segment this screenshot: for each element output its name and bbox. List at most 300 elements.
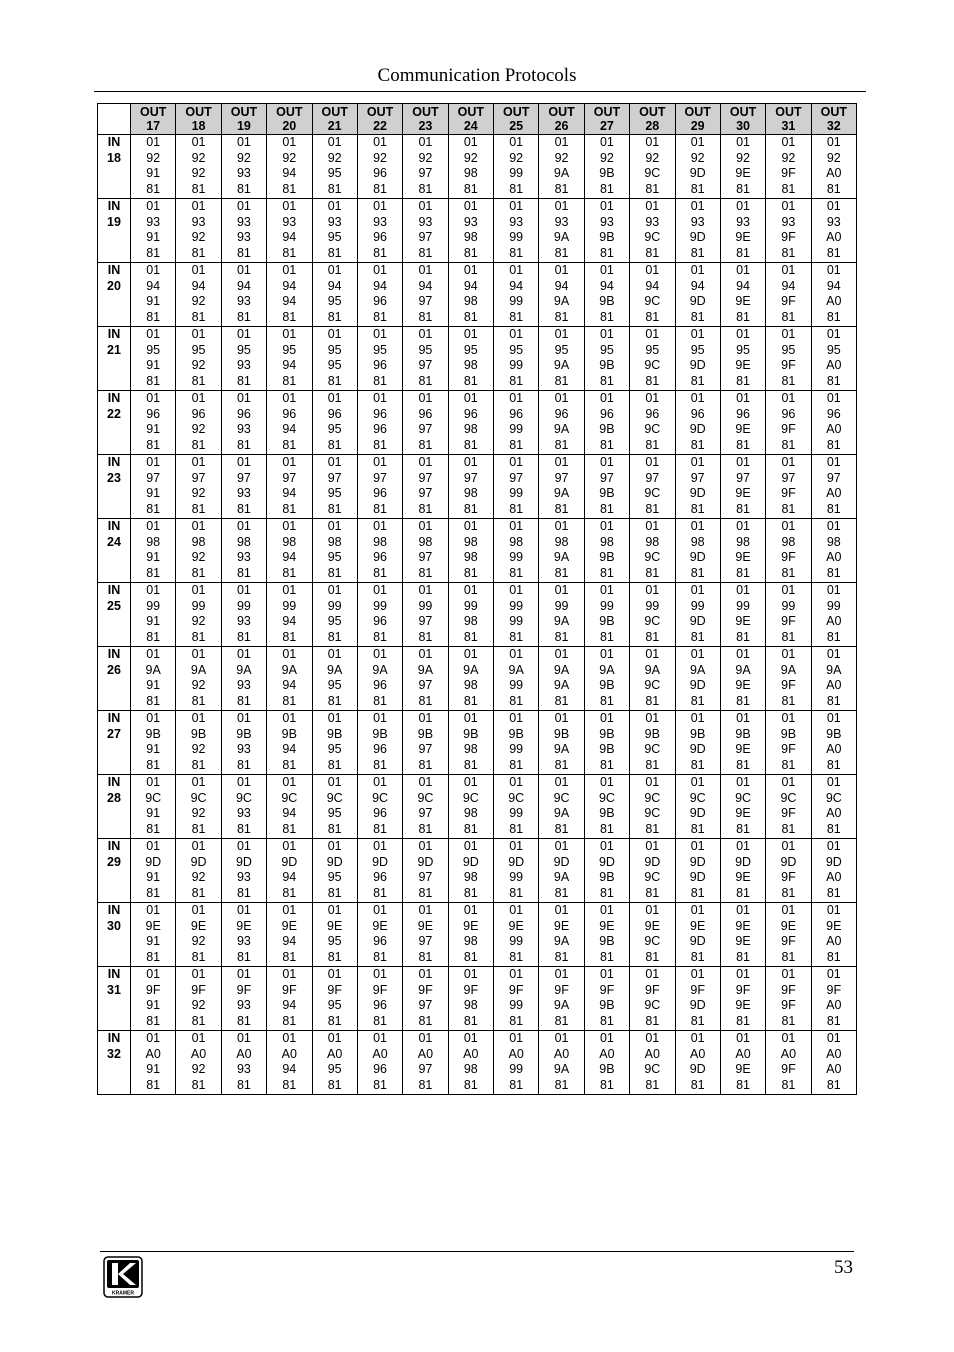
cell-byte-4: 81	[554, 566, 569, 581]
table-cell	[675, 775, 720, 839]
table-cell	[539, 455, 584, 519]
table-cell	[494, 839, 539, 903]
cell-byte-1: 01	[690, 775, 705, 789]
cell-byte-3: 91	[146, 806, 161, 821]
cell-byte-3: 98	[463, 166, 478, 181]
cell-byte-2: 92	[599, 150, 614, 165]
cell-byte-4: 81	[191, 502, 206, 517]
cell-byte-1: 01	[282, 839, 297, 853]
table-cell	[539, 391, 584, 455]
cell-byte-1: 01	[146, 711, 161, 725]
cell-byte-2: 97	[373, 470, 388, 485]
table-cell	[675, 839, 720, 903]
table-cell	[630, 967, 675, 1031]
cell-byte-3: 9F	[781, 550, 796, 565]
cell-byte-3: A0	[826, 614, 842, 629]
cell-byte-1: 01	[418, 327, 433, 341]
cell-byte-4: 81	[509, 310, 524, 325]
table-cell	[312, 519, 357, 583]
cell-byte-4: 81	[736, 630, 751, 645]
cell-byte-1: 01	[327, 903, 342, 917]
cell-byte-3: 9D	[689, 678, 706, 693]
cell-byte-3: 98	[463, 742, 478, 757]
cell-byte-3: 97	[418, 294, 433, 309]
cell-byte-3: 94	[282, 678, 297, 693]
table-cell	[403, 199, 448, 263]
cell-byte-4: 81	[373, 694, 388, 709]
cell-byte-3: A0	[826, 870, 842, 885]
cell-byte-3: 99	[509, 422, 524, 437]
cell-byte-1: 01	[781, 519, 796, 533]
table-cell	[131, 199, 176, 263]
cell-byte-4: 81	[282, 694, 297, 709]
cell-byte-1: 01	[509, 967, 524, 981]
row-header-label: IN	[107, 263, 121, 277]
table-cell	[176, 519, 221, 583]
cell-byte-3: 93	[236, 870, 251, 885]
cell-byte-4: 81	[554, 310, 569, 325]
table-cell	[766, 903, 811, 967]
cell-byte-2: 99	[236, 598, 251, 613]
cell-byte-1: 01	[373, 455, 388, 469]
table-cell	[131, 711, 176, 775]
table-cell	[584, 519, 629, 583]
cell-byte-1: 01	[509, 711, 524, 725]
row-header-number: 30	[107, 918, 121, 933]
table-cell	[539, 199, 584, 263]
table-cell	[584, 1031, 629, 1095]
cell-byte-2: 9A	[553, 662, 570, 677]
cell-byte-4: 81	[418, 246, 433, 261]
cell-byte-3: 9F	[781, 230, 796, 245]
table-cell	[584, 135, 629, 199]
cell-byte-3: 9E	[735, 230, 751, 245]
cell-byte-3: 92	[191, 230, 206, 245]
cell-byte-3: 92	[191, 998, 206, 1013]
cell-byte-4: 81	[327, 630, 342, 645]
cell-byte-4: 81	[282, 1078, 297, 1093]
cell-byte-2: 9F	[463, 982, 479, 997]
cell-byte-3: 9B	[599, 358, 615, 373]
cell-byte-4: 81	[645, 1014, 660, 1029]
cell-byte-4: 81	[418, 310, 433, 325]
cell-byte-1: 01	[554, 135, 569, 149]
cell-byte-1: 01	[826, 391, 841, 405]
footer-rule	[100, 1251, 854, 1252]
cell-byte-4: 81	[327, 566, 342, 581]
cell-byte-4: 81	[463, 502, 478, 517]
cell-byte-1: 01	[599, 135, 614, 149]
cell-byte-1: 01	[282, 1031, 297, 1045]
table-cell	[176, 775, 221, 839]
cell-byte-2: 9E	[145, 918, 161, 933]
cell-byte-3: A0	[826, 486, 842, 501]
table-cell	[312, 711, 357, 775]
table-cell	[131, 967, 176, 1031]
cell-byte-1: 01	[463, 775, 478, 789]
table-cell	[267, 903, 312, 967]
cell-byte-4: 81	[282, 950, 297, 965]
cell-byte-2: 94	[236, 278, 251, 293]
cell-byte-3: 9C	[644, 614, 661, 629]
cell-byte-4: 81	[418, 438, 433, 453]
cell-byte-2: 96	[463, 406, 478, 421]
cell-byte-2: 9D	[553, 854, 570, 869]
cell-byte-1: 01	[373, 647, 388, 661]
cell-byte-3: 93	[236, 550, 251, 565]
cell-byte-1: 01	[418, 903, 433, 917]
row-header-label: IN	[107, 455, 121, 469]
row-header	[98, 263, 131, 327]
cell-byte-3: 92	[191, 166, 206, 181]
table-cell	[357, 775, 402, 839]
cell-byte-2: 96	[327, 406, 342, 421]
cell-byte-1: 01	[554, 583, 569, 597]
cell-byte-3: 9D	[689, 998, 706, 1013]
table-cell	[131, 775, 176, 839]
table-cell	[539, 263, 584, 327]
cell-byte-2: A0	[463, 1046, 479, 1061]
row-header-number: 29	[107, 854, 121, 869]
table-cell	[584, 327, 629, 391]
table-cell	[720, 455, 765, 519]
cell-byte-3: 9A	[553, 486, 570, 501]
cell-byte-2: 9E	[281, 918, 297, 933]
cell-byte-4: 81	[509, 1014, 524, 1029]
table-cell	[131, 135, 176, 199]
cell-byte-3: 9A	[553, 678, 570, 693]
cell-byte-4: 81	[146, 1078, 161, 1093]
column-header	[720, 104, 765, 135]
cell-byte-4: 81	[282, 182, 297, 197]
cell-byte-2: 95	[282, 342, 297, 357]
table-cell	[675, 391, 720, 455]
cell-byte-1: 01	[373, 839, 388, 853]
table-cell	[675, 647, 720, 711]
cell-byte-3: 94	[282, 614, 297, 629]
cell-byte-2: 9C	[235, 790, 252, 805]
cell-byte-4: 81	[736, 758, 751, 773]
cell-byte-3: 9D	[689, 934, 706, 949]
table-row	[98, 455, 857, 519]
cell-byte-4: 81	[282, 1014, 297, 1029]
cell-byte-2: A0	[372, 1046, 388, 1061]
cell-byte-2: 96	[418, 406, 433, 421]
cell-byte-2: 92	[554, 150, 569, 165]
cell-byte-2: 92	[781, 150, 796, 165]
table-cell	[403, 967, 448, 1031]
cell-byte-4: 81	[327, 246, 342, 261]
cell-byte-1: 01	[236, 839, 251, 853]
cell-byte-2: 99	[826, 598, 841, 613]
cell-byte-1: 01	[236, 391, 251, 405]
cell-byte-3: 95	[327, 422, 342, 437]
cell-byte-1: 01	[463, 583, 478, 597]
cell-byte-2: 99	[463, 598, 478, 613]
cell-byte-4: 81	[781, 630, 796, 645]
cell-byte-2: 9A	[145, 662, 161, 677]
cell-byte-2: 97	[282, 470, 297, 485]
cell-byte-2: 94	[509, 278, 524, 293]
cell-byte-1: 01	[418, 391, 433, 405]
cell-byte-1: 01	[736, 519, 751, 533]
cell-byte-4: 81	[191, 1014, 206, 1029]
column-header-label: OUT	[185, 104, 212, 119]
cell-byte-2: 92	[373, 150, 388, 165]
cell-byte-1: 01	[282, 391, 297, 405]
cell-byte-2: 99	[327, 598, 342, 613]
cell-byte-4: 81	[736, 246, 751, 261]
cell-byte-2: 9E	[553, 918, 570, 933]
table-cell	[720, 327, 765, 391]
table-cell	[131, 583, 176, 647]
cell-byte-2: 9F	[735, 982, 751, 997]
cell-byte-3: 94	[282, 294, 297, 309]
cell-byte-2: A0	[644, 1046, 660, 1061]
cell-byte-4: 81	[463, 1078, 478, 1093]
cell-byte-2: 9E	[780, 918, 797, 933]
table-cell	[811, 455, 856, 519]
cell-byte-1: 01	[463, 327, 478, 341]
logo-text: KRAMER	[112, 1290, 134, 1297]
cell-byte-1: 01	[282, 647, 297, 661]
cell-byte-2: 9B	[780, 726, 797, 741]
cell-byte-2: 96	[282, 406, 297, 421]
cell-byte-1: 01	[146, 775, 161, 789]
table-cell	[811, 967, 856, 1031]
table-cell	[221, 903, 266, 967]
table-cell	[176, 199, 221, 263]
cell-byte-4: 81	[236, 246, 251, 261]
table-cell	[448, 967, 493, 1031]
cell-byte-3: 96	[373, 742, 388, 757]
cell-byte-3: 95	[327, 358, 342, 373]
table-cell	[539, 135, 584, 199]
cell-byte-2: 94	[826, 278, 841, 293]
cell-byte-1: 01	[327, 135, 342, 149]
cell-byte-2: 93	[463, 214, 478, 229]
cell-byte-3: 94	[282, 742, 297, 757]
cell-byte-4: 81	[599, 1014, 614, 1029]
cell-byte-1: 01	[463, 519, 478, 533]
cell-byte-4: 81	[826, 374, 841, 389]
table-header-row	[98, 104, 857, 135]
cell-byte-3: 9F	[781, 358, 796, 373]
table-cell	[267, 391, 312, 455]
cell-byte-4: 81	[509, 950, 524, 965]
cell-byte-1: 01	[781, 135, 796, 149]
cell-byte-1: 01	[599, 647, 614, 661]
cell-byte-4: 81	[191, 246, 206, 261]
cell-byte-4: 81	[781, 950, 796, 965]
cell-byte-4: 81	[554, 246, 569, 261]
cell-byte-3: 9B	[599, 998, 615, 1013]
cell-byte-2: 9B	[599, 726, 615, 741]
cell-byte-2: 9D	[598, 854, 615, 869]
cell-byte-3: 9C	[644, 550, 661, 565]
cell-byte-1: 01	[373, 903, 388, 917]
cell-byte-3: 93	[236, 934, 251, 949]
cell-byte-4: 81	[282, 758, 297, 773]
cell-byte-2: 97	[645, 470, 660, 485]
table-cell	[267, 967, 312, 1031]
cell-byte-2: 9D	[644, 854, 661, 869]
cell-byte-2: 9F	[145, 982, 161, 997]
cell-byte-4: 81	[236, 630, 251, 645]
cell-byte-4: 81	[418, 630, 433, 645]
cell-byte-4: 81	[191, 566, 206, 581]
cell-byte-4: 81	[781, 566, 796, 581]
cell-byte-4: 81	[327, 694, 342, 709]
cell-byte-3: 97	[418, 230, 433, 245]
cell-byte-2: 94	[736, 278, 751, 293]
cell-byte-4: 81	[509, 1078, 524, 1093]
cell-byte-1: 01	[599, 775, 614, 789]
cell-byte-1: 01	[146, 391, 161, 405]
table-cell	[176, 583, 221, 647]
table-cell	[766, 775, 811, 839]
table-cell	[448, 135, 493, 199]
cell-byte-1: 01	[690, 967, 705, 981]
column-header	[176, 104, 221, 135]
cell-byte-3: 91	[146, 230, 161, 245]
table-cell	[539, 711, 584, 775]
row-header-number: 23	[107, 470, 121, 485]
cell-byte-2: 9E	[508, 918, 524, 933]
cell-byte-4: 81	[554, 758, 569, 773]
cell-byte-2: 93	[327, 214, 342, 229]
cell-byte-3: A0	[826, 422, 842, 437]
cell-byte-2: A0	[327, 1046, 343, 1061]
cell-byte-3: 92	[191, 870, 206, 885]
cell-byte-3: 97	[418, 614, 433, 629]
cell-byte-1: 01	[554, 263, 569, 277]
table-cell	[720, 263, 765, 327]
cell-byte-3: 98	[463, 422, 478, 437]
column-header	[494, 104, 539, 135]
cell-byte-4: 81	[554, 694, 569, 709]
cell-byte-4: 81	[599, 182, 614, 197]
cell-byte-3: 9A	[553, 614, 570, 629]
cell-byte-4: 81	[645, 822, 660, 837]
column-header-number: 23	[418, 119, 433, 133]
cell-byte-1: 01	[282, 199, 297, 213]
table-cell	[720, 135, 765, 199]
cell-byte-3: 9D	[689, 294, 706, 309]
cell-byte-2: 9F	[826, 982, 842, 997]
cell-byte-3: 98	[463, 358, 478, 373]
cell-byte-4: 81	[146, 246, 161, 261]
cell-byte-1: 01	[146, 903, 161, 917]
cell-byte-4: 81	[191, 1078, 206, 1093]
table-cell	[494, 967, 539, 1031]
cell-byte-2: 93	[191, 214, 206, 229]
cell-byte-2: 92	[509, 150, 524, 165]
cell-byte-3: 95	[327, 230, 342, 245]
cell-byte-3: 9F	[781, 486, 796, 501]
cell-byte-4: 81	[554, 886, 569, 901]
cell-byte-1: 01	[418, 711, 433, 725]
table-cell	[267, 135, 312, 199]
cell-byte-2: 9C	[508, 790, 525, 805]
cell-byte-4: 81	[373, 1014, 388, 1029]
cell-byte-2: 9C	[190, 790, 207, 805]
table-cell	[811, 647, 856, 711]
cell-byte-4: 81	[599, 566, 614, 581]
table-cell	[221, 583, 266, 647]
table-cell	[539, 327, 584, 391]
cell-byte-2: 98	[236, 534, 251, 549]
cell-byte-1: 01	[373, 391, 388, 405]
cell-byte-4: 81	[146, 886, 161, 901]
column-header-label: OUT	[775, 104, 802, 119]
table-cell	[221, 1031, 266, 1095]
cell-byte-3: 9F	[781, 678, 796, 693]
cell-byte-2: 96	[826, 406, 841, 421]
cell-byte-3: 9B	[599, 550, 615, 565]
cell-byte-2: 97	[418, 470, 433, 485]
table-cell	[131, 391, 176, 455]
cell-byte-2: 9E	[372, 918, 388, 933]
table-cell	[675, 199, 720, 263]
cell-byte-4: 81	[826, 310, 841, 325]
table-cell	[357, 391, 402, 455]
cell-byte-4: 81	[418, 1078, 433, 1093]
cell-byte-3: 95	[327, 806, 342, 821]
cell-byte-2: 96	[599, 406, 614, 421]
table-cell	[494, 1031, 539, 1095]
table-row	[98, 1031, 857, 1095]
table-row	[98, 839, 857, 903]
cell-byte-1: 01	[146, 519, 161, 533]
row-header-number: 25	[107, 598, 121, 613]
cell-byte-4: 81	[599, 374, 614, 389]
cell-byte-4: 81	[690, 310, 705, 325]
cell-byte-4: 81	[599, 438, 614, 453]
cell-byte-2: 95	[645, 342, 660, 357]
cell-byte-2: 98	[418, 534, 433, 549]
cell-byte-1: 01	[645, 711, 660, 725]
cell-byte-1: 01	[599, 583, 614, 597]
cell-byte-2: 99	[645, 598, 660, 613]
cell-byte-4: 81	[781, 1014, 796, 1029]
cell-byte-3: 9F	[781, 870, 796, 885]
column-header-number: 29	[690, 119, 705, 133]
table-cell	[766, 967, 811, 1031]
cell-byte-2: 95	[781, 342, 796, 357]
column-header	[221, 104, 266, 135]
cell-byte-4: 81	[509, 566, 524, 581]
cell-byte-3: 95	[327, 678, 342, 693]
cell-byte-4: 81	[781, 758, 796, 773]
cell-byte-4: 81	[599, 950, 614, 965]
table-cell	[403, 327, 448, 391]
kramer-logo-icon	[103, 1256, 143, 1298]
table-cell	[131, 903, 176, 967]
cell-byte-4: 81	[373, 502, 388, 517]
table-cell	[357, 519, 402, 583]
cell-byte-4: 81	[599, 822, 614, 837]
cell-byte-4: 81	[690, 1014, 705, 1029]
cell-byte-2: 9A	[599, 662, 615, 677]
cell-byte-3: 95	[327, 486, 342, 501]
cell-byte-3: 9E	[735, 486, 751, 501]
row-header	[98, 135, 131, 199]
cell-byte-3: 93	[236, 422, 251, 437]
cell-byte-4: 81	[736, 438, 751, 453]
cell-byte-3: 96	[373, 998, 388, 1013]
cell-byte-4: 81	[327, 886, 342, 901]
